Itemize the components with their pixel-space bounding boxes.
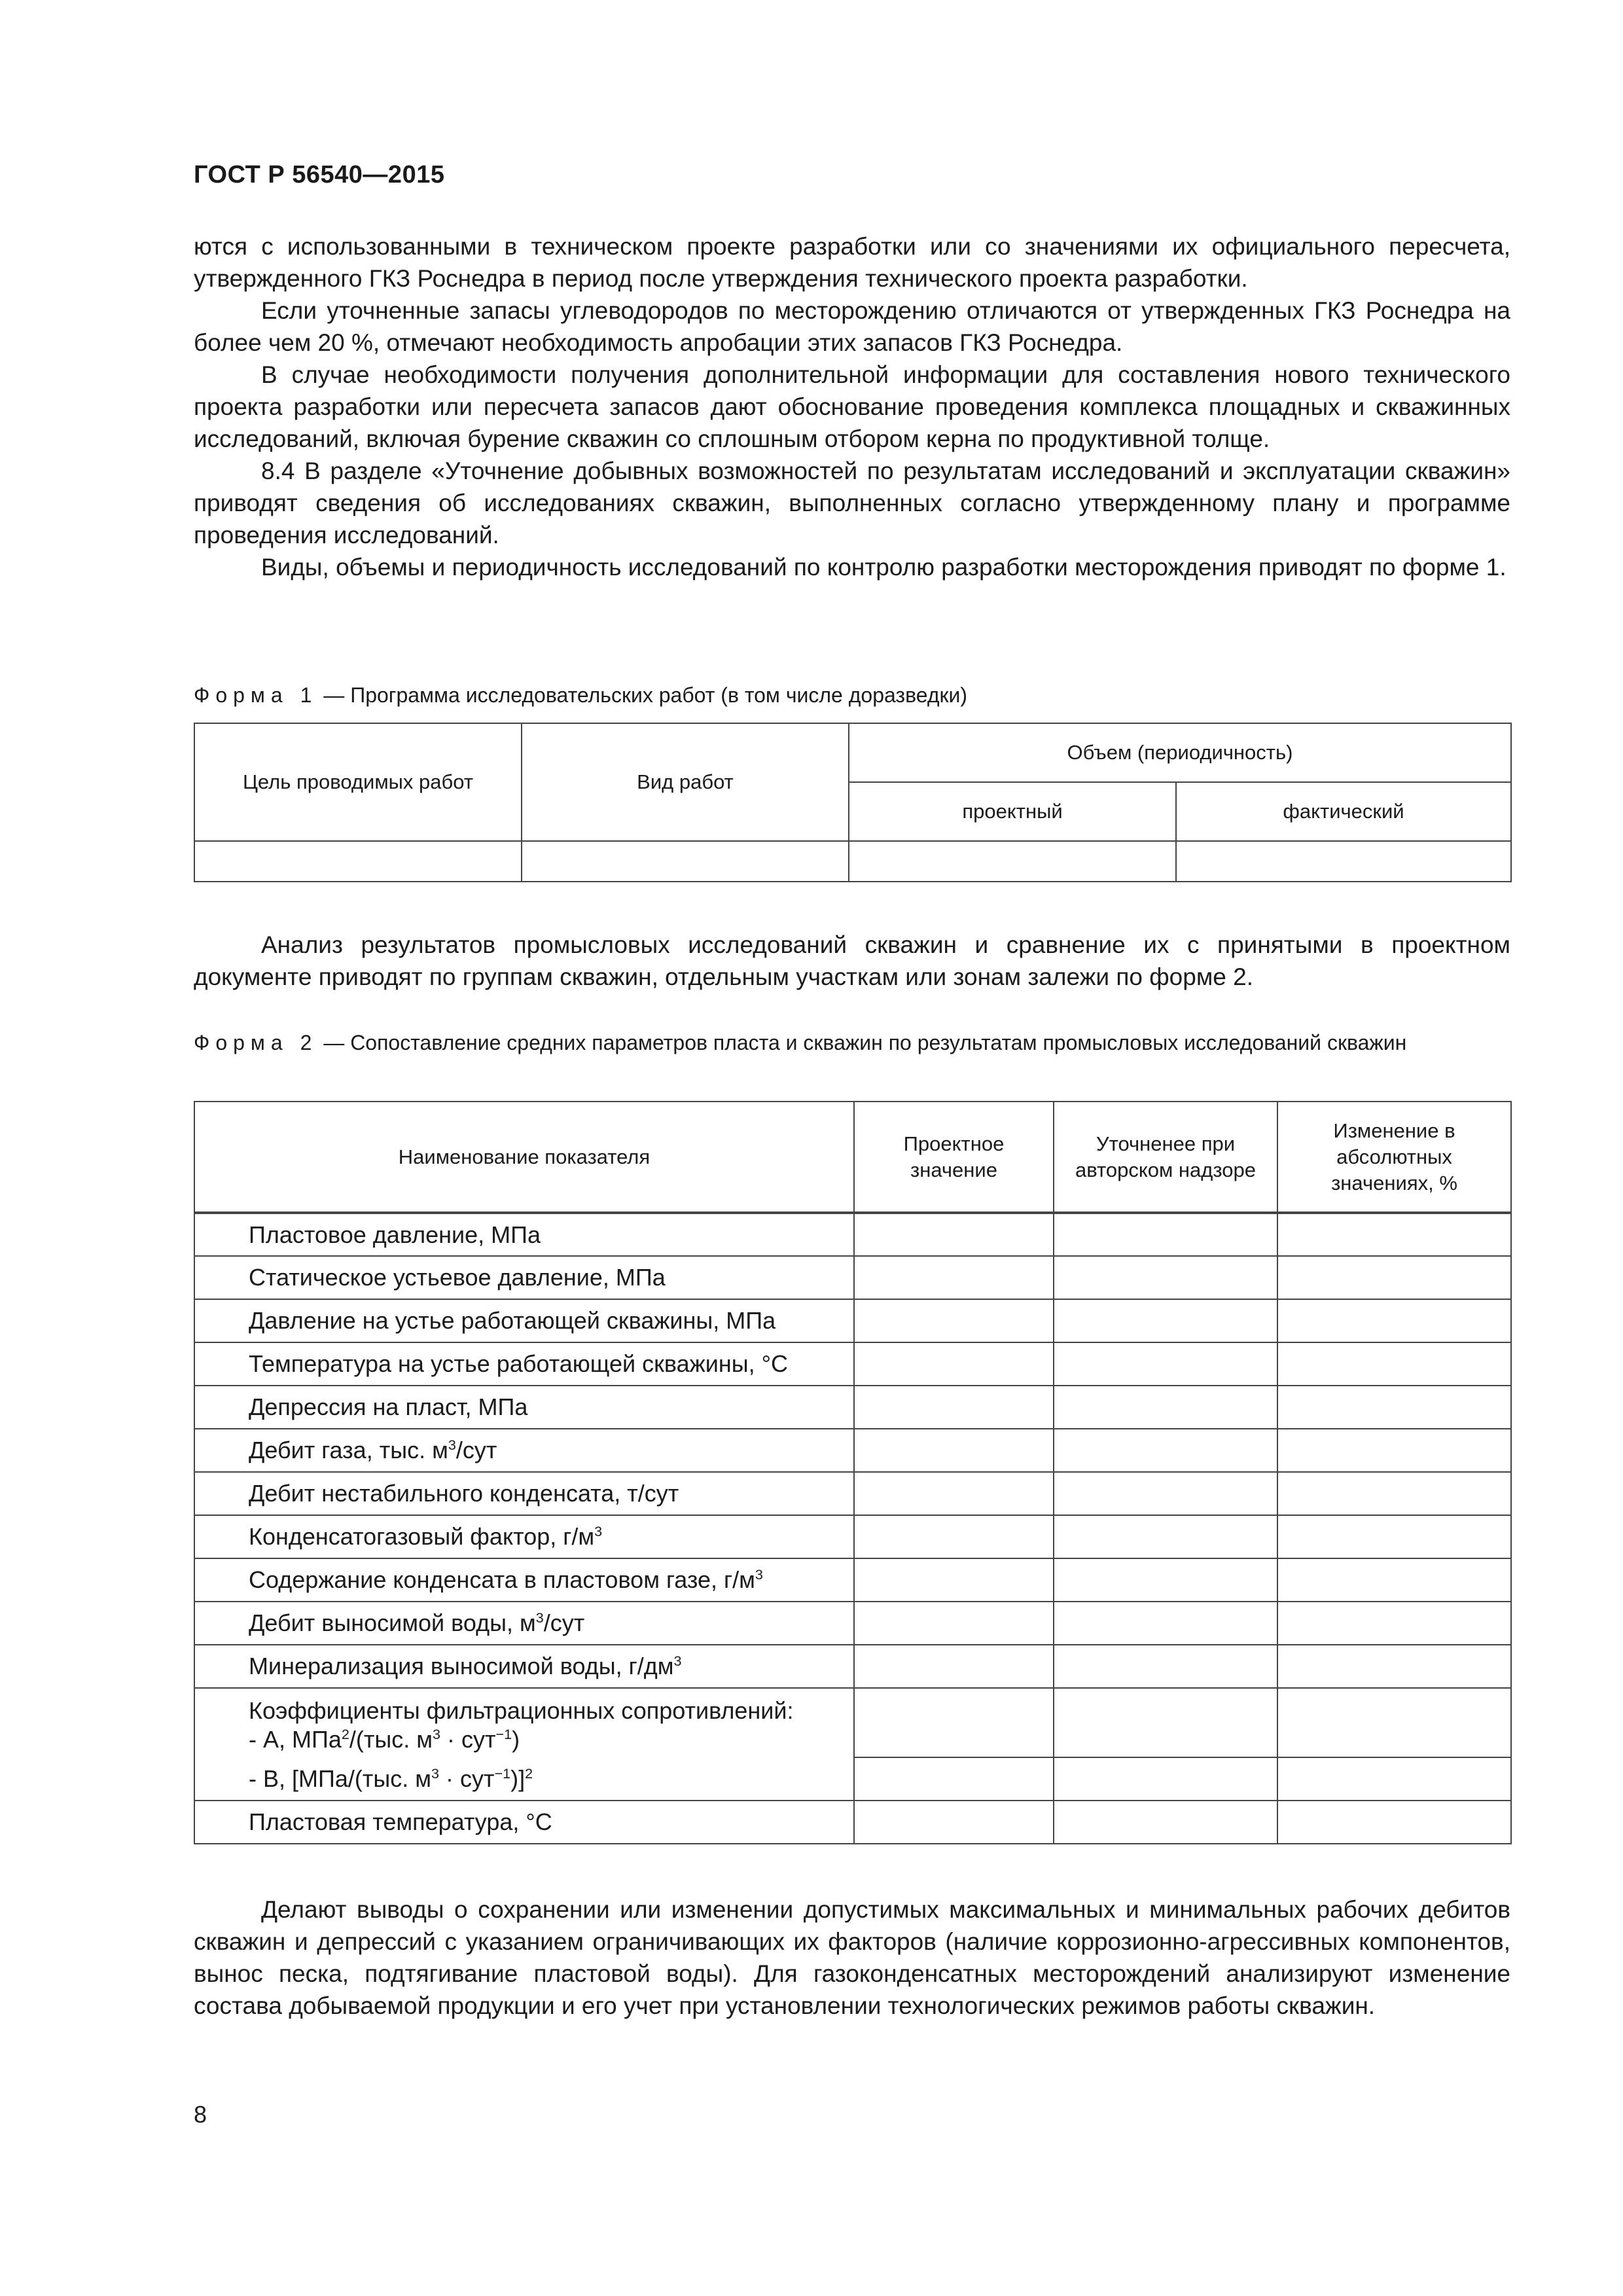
paragraph-2: Если уточненные запасы углеводородов по месторождению отличаются от утвержденных ГКЗ Роснедра на более чем 20 %, отмечают необходимость апробации этих запасов ГКЗ Роснедра. xyxy=(194,297,1510,356)
form2-caption-text: — Сопоставление средних параметров пласта и скважин по результатам промысловых исследований скважин xyxy=(317,1031,1407,1054)
form1-caption xyxy=(194,681,1510,709)
paragraph-7: Делают выводы о сохранении или изменении допустимых максимальных и минимальных рабочих дебитов скважин и депрессий с указанием ограничивающих их факторов (наличие коррозионно-агрессивных компонентов, вынос песка, подтягивание пластовой воды). Для газоконденсатных месторождений анализируют изменение состава добываемой продукции и его учет при установлении технологических режимов работы скважин. xyxy=(194,1896,1510,2019)
form2-col-project: Проектное значение xyxy=(854,1102,1054,1213)
table-row xyxy=(194,1213,1511,1256)
table-row xyxy=(194,1757,1511,1801)
form1-empty-row xyxy=(194,841,1511,882)
form2-col-name: Наименование показателя xyxy=(194,1102,854,1213)
paragraph-1: ются с использованными в техническом проекте разработки или со значениями их официального пересчета, утвержденного ГКЗ Роснедра в период после утверждения технического проекта разработки. xyxy=(194,233,1510,292)
row-label: Пластовая температура, °С xyxy=(194,1801,854,1844)
text-block-middle xyxy=(194,929,1510,993)
table-row xyxy=(194,1688,1511,1757)
form2-col-change: Изменение в абсолютных значениях, % xyxy=(1277,1102,1511,1213)
form1-col-project: проектный xyxy=(849,782,1176,841)
form1-cell xyxy=(849,841,1176,882)
row-label: Минерализация выносимой воды, $г/дм^3$ xyxy=(194,1645,854,1688)
table-row xyxy=(194,1386,1511,1429)
form1-col-actual: фактический xyxy=(1176,782,1511,841)
form1-cell xyxy=(522,841,849,882)
row-label: Дебит нестабильного конденсата, т/сут xyxy=(194,1472,854,1515)
row-label: Статическое устьевое давление, МПа xyxy=(194,1256,854,1299)
form1-table xyxy=(194,723,1512,882)
table-row xyxy=(194,1299,1511,1342)
table-row xyxy=(194,1472,1511,1515)
row-label: Пластовое давление, МПа xyxy=(194,1213,854,1256)
page-number: 8 xyxy=(194,2101,207,2128)
row-label: Температура на устье работающей скважины, °С xyxy=(194,1342,854,1386)
paragraph-6: Анализ результатов промысловых исследований скважин и сравнение их с принятыми в проектном документе приводят по группам скважин, отдельным участкам или зонам залежи по форме 2. xyxy=(194,931,1510,990)
text-block-bottom xyxy=(194,1893,1510,2022)
row-label: - В, [МПа/(тыс. $м^3 \cdot сут^{-1})]^2$ xyxy=(194,1757,854,1801)
row-label: Содержание конденсата в пластовом газе, $г/м^3$ xyxy=(194,1558,854,1602)
row-label: Дебит газа, тыс. $м^3$/сут xyxy=(194,1429,854,1472)
form1-caption-label: Форма 1 xyxy=(194,683,318,707)
text-block-top xyxy=(194,230,1510,583)
form2-caption xyxy=(194,1029,1510,1056)
form1-col-volume: Объем (периодичность) xyxy=(849,723,1511,782)
form2-caption-label: Форма 2 xyxy=(194,1031,318,1054)
form1-cell xyxy=(1176,841,1511,882)
document-header: ГОСТ Р 56540—2015 xyxy=(194,161,445,188)
table-row xyxy=(194,1429,1511,1472)
paragraph-3: В случае необходимости получения дополнительной информации для составления нового технического проекта разработки или пересчета запасов дают обоснование проведения комплекса площадных и скважинных исследований, включая бурение скважин со сплошным отбором керна по продуктивной толще. xyxy=(194,361,1510,452)
row-label-coefficients: Коэффициенты фильтрационных сопротивлений: - А, МПа$^2$/(тыс. $м^3 \cdot сут^{-1}$) xyxy=(194,1688,854,1757)
form1-col-type: Вид работ xyxy=(522,723,849,841)
table-row xyxy=(194,1801,1511,1844)
paragraph-4: 8.4 В разделе «Уточнение добывных возможностей по результатам исследований и эксплуатации скважин» приводят сведения об исследованиях скважин, выполненных согласно утвержденному плану и программе проведения исследований. xyxy=(194,457,1510,548)
row-label: Давление на устье работающей скважины, МПа xyxy=(194,1299,854,1342)
row-label: Депрессия на пласт, МПа xyxy=(194,1386,854,1429)
table-row xyxy=(194,1515,1511,1558)
table-row xyxy=(194,1342,1511,1386)
table-row xyxy=(194,1558,1511,1602)
table-row xyxy=(194,1602,1511,1645)
form1-cell xyxy=(194,841,522,882)
form1-col-goal: Цель проводимых работ xyxy=(194,723,522,841)
row-label: Конденсатогазовый фактор, $г/м^3$ xyxy=(194,1515,854,1558)
table-row xyxy=(194,1645,1511,1688)
table-row xyxy=(194,1256,1511,1299)
row-label: Дебит выносимой воды, $м^3$/сут xyxy=(194,1602,854,1645)
form2-col-refined: Уточненее при авторском надзоре xyxy=(1054,1102,1277,1213)
form2-table xyxy=(194,1101,1512,1844)
form1-caption-text: — Программа исследовательских работ (в том числе доразведки) xyxy=(317,683,968,707)
paragraph-5: Виды, объемы и периодичность исследований по контролю разработки месторождения приводят по форме 1. xyxy=(261,554,1507,581)
